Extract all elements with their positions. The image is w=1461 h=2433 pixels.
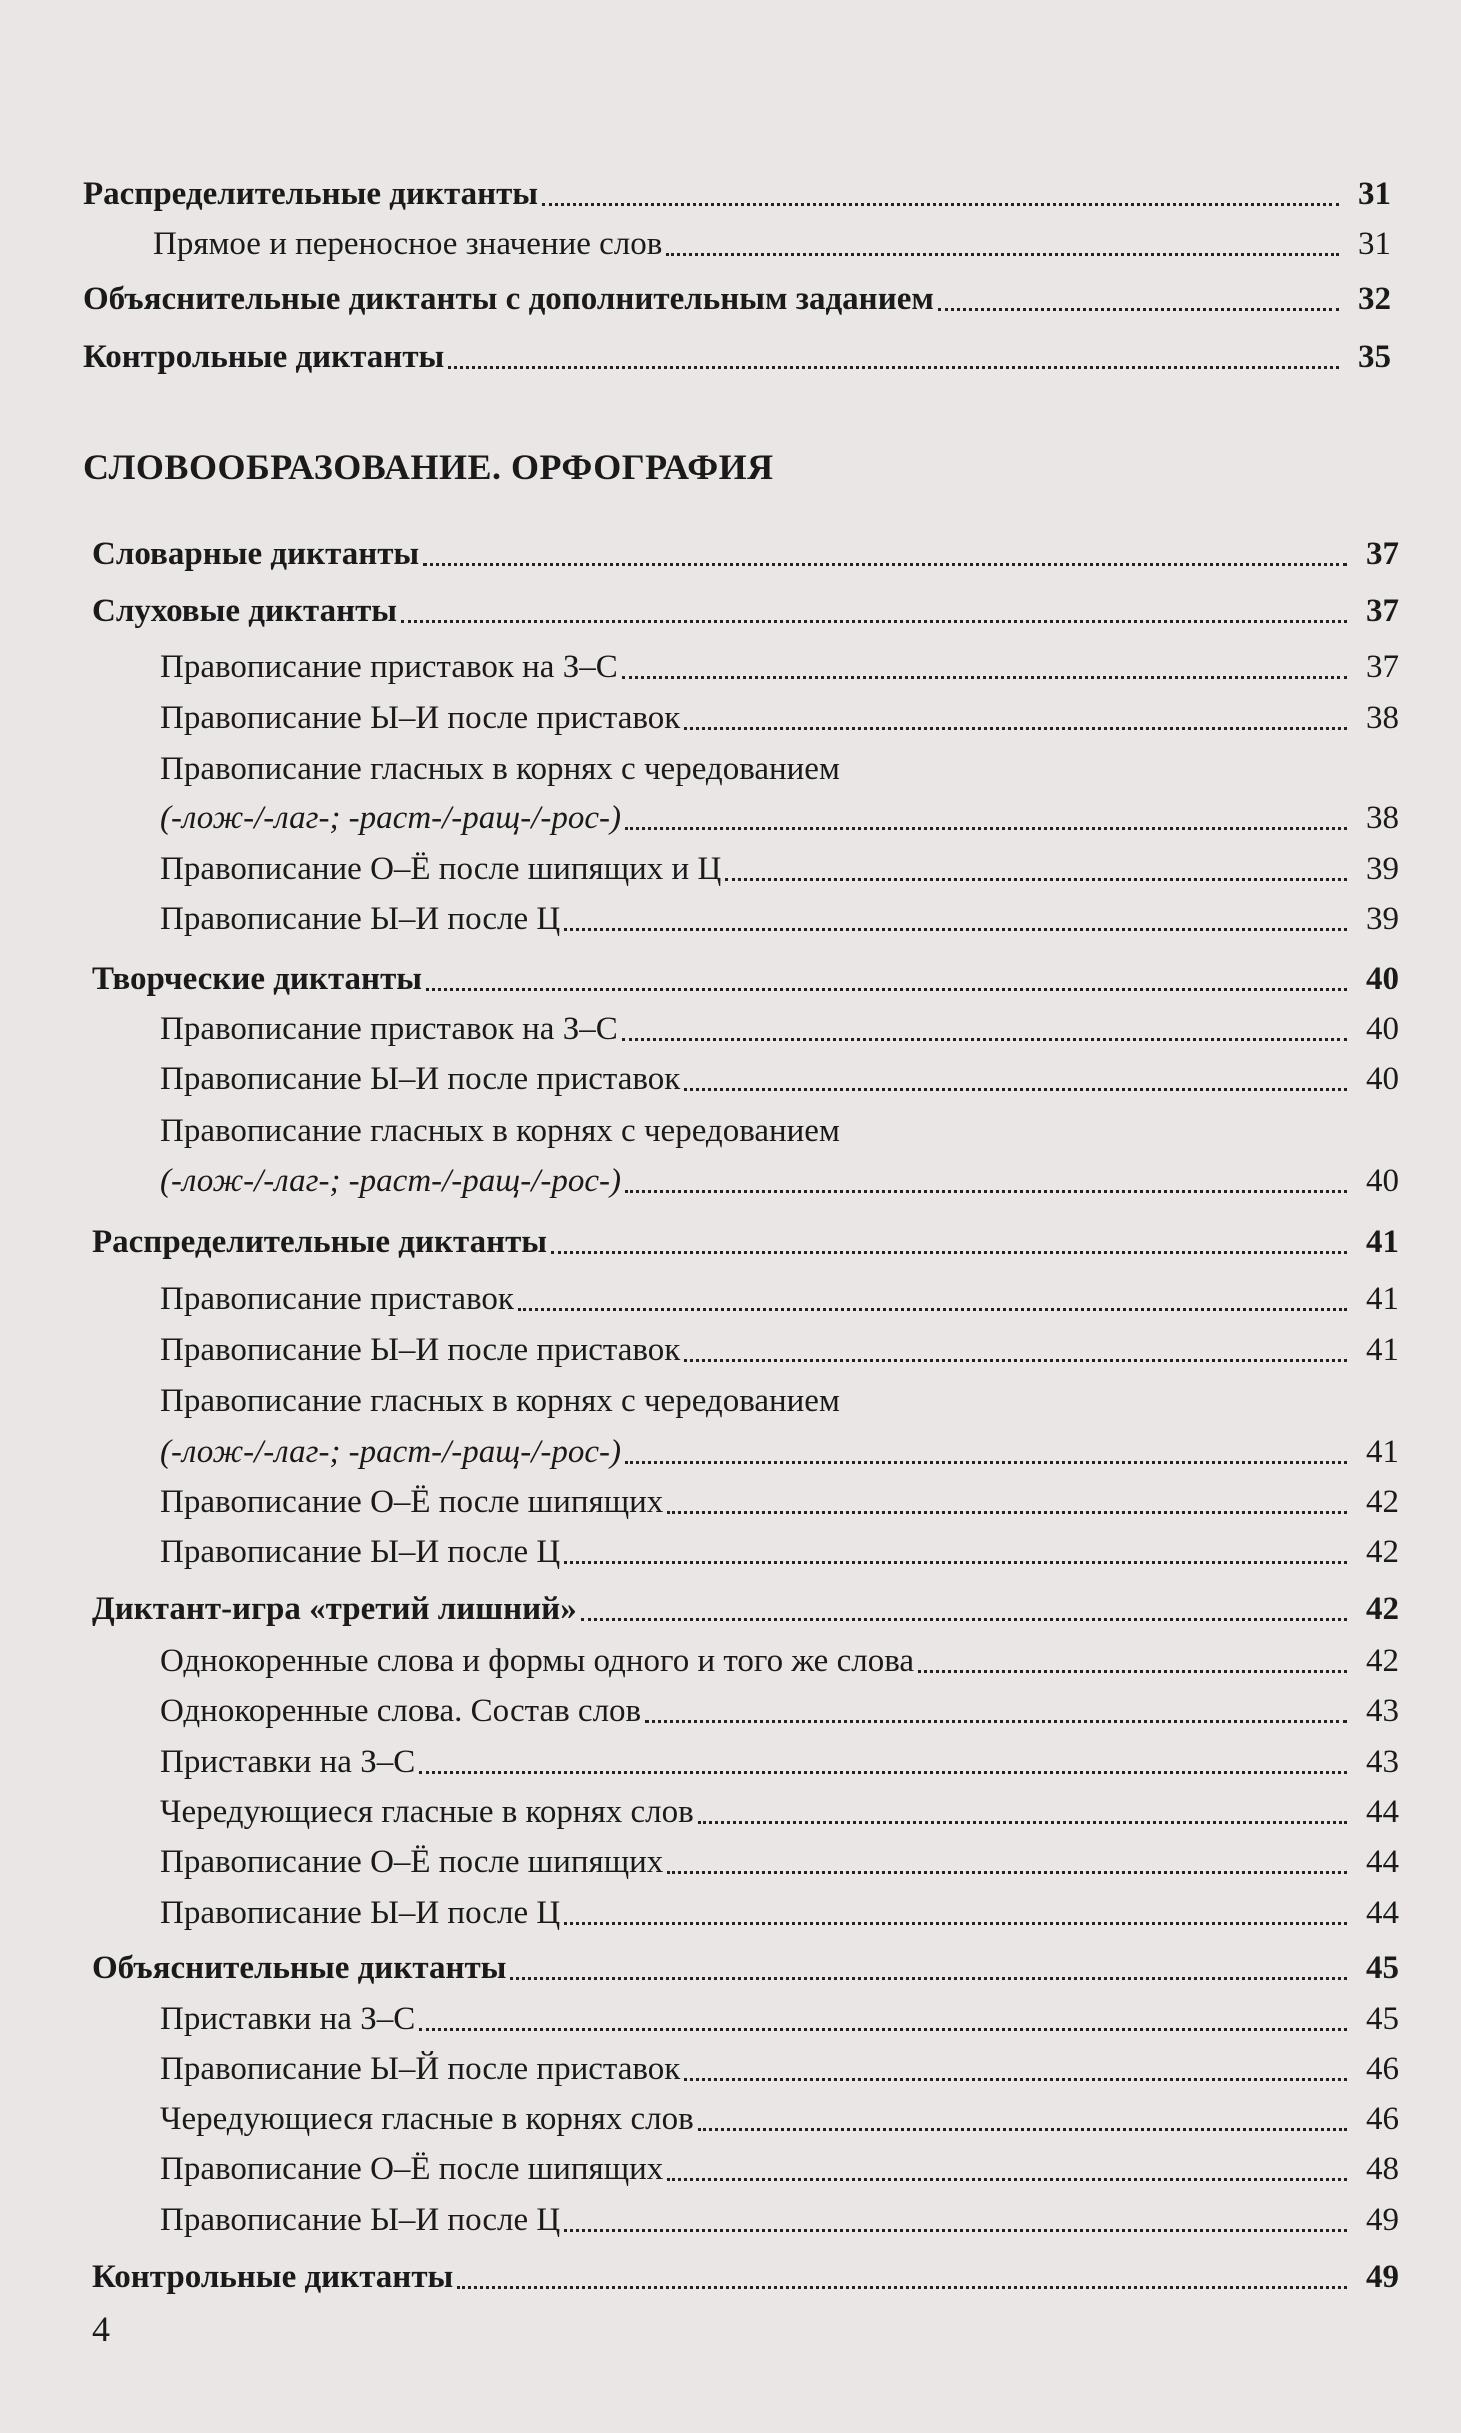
toc-entry — [0, 1157, 1461, 1201]
toc-entry-label: (-лож-/-лаг-; -раст-/-ращ-/-рос-) — [160, 1163, 621, 1199]
toc-entry-page: 44 — [1366, 1794, 1399, 1830]
toc-entry — [0, 1428, 1461, 1472]
toc-entry-label: (-лож-/-лаг-; -раст-/-ращ-/-рос-) — [160, 800, 621, 836]
toc-entry — [0, 275, 1461, 319]
toc-entry-label: Правописание О–Ё после шипящих и Ц — [160, 851, 722, 887]
toc-entry — [0, 694, 1461, 738]
toc-entry — [0, 333, 1461, 377]
toc-entry-page: 42 — [1366, 1484, 1399, 1520]
toc-entry — [0, 745, 1461, 789]
toc-entry-page: 41 — [1366, 1224, 1399, 1260]
toc-entry-page: 49 — [1366, 2259, 1399, 2295]
toc-entry-label: Однокоренные слова и формы одного и того же слова — [160, 1643, 914, 1679]
toc-entry — [0, 1944, 1461, 1988]
toc-entry — [0, 794, 1461, 838]
leader-dots — [918, 1658, 1347, 1673]
toc-entry-label: Правописание Ы–И после Ц — [160, 1534, 561, 1570]
toc-entry — [0, 1889, 1461, 1933]
toc-entry-page: 40 — [1366, 961, 1399, 997]
toc-entry — [0, 1275, 1461, 1319]
toc-entry — [0, 1005, 1461, 1049]
toc-entry-label: Правописание Ы–Й после приставок — [160, 2051, 681, 2087]
toc-entry — [0, 1788, 1461, 1832]
leader-dots — [667, 1859, 1347, 1874]
toc-entry-label: Правописание гласных в корнях с чередованием — [160, 751, 840, 787]
toc-entry — [0, 1107, 1461, 1151]
toc-entry — [0, 2045, 1461, 2089]
toc-entry-label: Распределительные диктанты — [92, 1224, 548, 1260]
toc-entry — [0, 643, 1461, 687]
toc-entry-label: Правописание гласных в корнях с чередованием — [160, 1383, 840, 1419]
toc-entry-label: Правописание Ы–И после Ц — [160, 1895, 561, 1931]
leader-dots — [622, 1026, 1347, 1041]
toc-entry-page: 39 — [1366, 901, 1399, 937]
leader-dots — [625, 1449, 1347, 1464]
leader-dots — [625, 1178, 1347, 1193]
toc-entry-label: Слуховые диктанты — [92, 593, 398, 629]
toc-entry-label: Чередующиеся гласные в корнях слов — [160, 1794, 694, 1830]
toc-entry-page: 35 — [1358, 339, 1391, 375]
toc-entry-page: 43 — [1366, 1744, 1399, 1780]
toc-entry-page: 45 — [1366, 2001, 1399, 2037]
toc-entry-label: Правописание Ы–И после Ц — [160, 2202, 561, 2238]
toc-entry — [0, 1738, 1461, 1782]
toc-entry-page: 45 — [1366, 1950, 1399, 1986]
toc-entry — [0, 1838, 1461, 1882]
page-number: 4 — [92, 2309, 110, 2349]
toc-entry — [0, 1326, 1461, 1370]
toc-entry — [0, 1218, 1461, 1262]
toc-entry — [0, 587, 1461, 631]
toc-entry-page: 40 — [1366, 1061, 1399, 1097]
toc-entry — [0, 220, 1461, 264]
toc-entry-label: Контрольные диктанты — [92, 2259, 454, 2295]
toc-entry-page: 40 — [1366, 1011, 1399, 1047]
leader-dots — [551, 1239, 1347, 1254]
toc-entry — [0, 2145, 1461, 2189]
leader-dots — [667, 2166, 1347, 2181]
toc-entry-label: Приставки на З–С — [160, 2001, 416, 2037]
toc-entry-page: 41 — [1366, 1332, 1399, 1368]
toc-entry — [0, 1377, 1461, 1421]
leader-dots — [419, 2016, 1347, 2031]
toc-entry — [0, 1687, 1461, 1731]
leader-dots — [401, 608, 1347, 623]
toc-entry-page: 32 — [1358, 281, 1391, 317]
leader-dots — [564, 2217, 1347, 2232]
toc-entry-page: 48 — [1366, 2151, 1399, 2187]
toc-entry-page: 37 — [1366, 649, 1399, 685]
toc-entry-label: Диктант-игра «третий лишний» — [92, 1591, 577, 1627]
toc-entry — [0, 2095, 1461, 2139]
toc-entry-label: Правописание приставок на З–С — [160, 649, 618, 685]
toc-entry-page: 46 — [1366, 2051, 1399, 2087]
toc-entry-label: Правописание Ы–И после приставок — [160, 1061, 681, 1097]
toc-entry-page: 46 — [1366, 2101, 1399, 2137]
toc-entry — [0, 530, 1461, 574]
toc-entry-page: 38 — [1366, 700, 1399, 736]
toc-entry-label: Правописание О–Ё после шипящих — [160, 1844, 664, 1880]
leader-dots — [581, 1606, 1347, 1621]
leader-dots — [684, 2066, 1347, 2081]
toc-entry-label: Чередующиеся гласные в корнях слов — [160, 2101, 694, 2137]
leader-dots — [645, 1708, 1347, 1723]
toc-entry-page: 43 — [1366, 1693, 1399, 1729]
toc-entry-page: 39 — [1366, 851, 1399, 887]
leader-dots — [938, 296, 1339, 311]
toc-entry-label: Словарные диктанты — [92, 536, 420, 572]
toc-entry-page: 31 — [1358, 226, 1391, 262]
toc-entry-label: Правописание О–Ё после шипящих — [160, 1484, 664, 1520]
leader-dots — [684, 1347, 1347, 1362]
toc-entry-label: (-лож-/-лаг-; -раст-/-ращ-/-рос-) — [160, 1434, 621, 1470]
toc-entry-label: Правописание О–Ё после шипящих — [160, 2151, 664, 2187]
toc-entry-label: Творческие диктанты — [92, 961, 423, 997]
leader-dots — [518, 1296, 1347, 1311]
toc-entry-page: 37 — [1366, 536, 1399, 572]
toc-entry-page: 41 — [1366, 1434, 1399, 1470]
leader-dots — [684, 1076, 1347, 1091]
toc-entry-page: 42 — [1366, 1643, 1399, 1679]
toc-entry — [0, 1585, 1461, 1629]
leader-dots — [426, 976, 1347, 991]
toc-entry — [0, 845, 1461, 889]
toc-entry-label: Правописание гласных в корнях с чередованием — [160, 1113, 840, 1149]
leader-dots — [625, 815, 1347, 830]
toc-entry-page: 42 — [1366, 1591, 1399, 1627]
toc-entry — [0, 1528, 1461, 1572]
toc-entry-label: Распределительные диктанты — [83, 176, 539, 212]
leader-dots — [667, 1499, 1347, 1514]
toc-entry-page: 38 — [1366, 800, 1399, 836]
toc-entry — [0, 895, 1461, 939]
leader-dots — [698, 2116, 1347, 2131]
toc-entry-page: 37 — [1366, 593, 1399, 629]
toc-entry-label: Правописание Ы–И после Ц — [160, 901, 561, 937]
toc-entry-label: Прямое и переносное значение слов — [153, 226, 663, 262]
toc-entry — [0, 1637, 1461, 1681]
toc-entry-label: Правописание Ы–И после приставок — [160, 700, 681, 736]
toc-entry-label: Правописание Ы–И после приставок — [160, 1332, 681, 1368]
toc-entry-label: Правописание приставок на З–С — [160, 1011, 618, 1047]
toc-entry-page: 31 — [1358, 176, 1391, 212]
leader-dots — [684, 715, 1347, 730]
toc-entry-page: 40 — [1366, 1163, 1399, 1199]
toc-entry — [0, 1995, 1461, 2039]
leader-dots — [564, 916, 1347, 931]
leader-dots — [666, 241, 1339, 256]
leader-dots — [510, 1965, 1347, 1980]
toc-entry-page: 49 — [1366, 2202, 1399, 2238]
toc-entry-page: 44 — [1366, 1844, 1399, 1880]
leader-dots — [542, 191, 1339, 206]
leader-dots — [622, 664, 1347, 679]
toc-entry-label: Однокоренные слова. Состав слов — [160, 1693, 642, 1729]
leader-dots — [564, 1910, 1347, 1925]
toc-entry — [0, 955, 1461, 999]
leader-dots — [448, 354, 1339, 369]
toc-entry-label: Объяснительные диктанты — [92, 1950, 507, 1986]
toc-entry-page: 41 — [1366, 1281, 1399, 1317]
toc-entry-page: 42 — [1366, 1534, 1399, 1570]
leader-dots — [457, 2274, 1347, 2289]
toc-entry-page: 44 — [1366, 1895, 1399, 1931]
toc-entry-label: Приставки на З–С — [160, 1744, 416, 1780]
leader-dots — [725, 866, 1347, 881]
leader-dots — [564, 1549, 1347, 1564]
toc-entry — [0, 170, 1461, 214]
leader-dots — [698, 1809, 1347, 1824]
toc-entry-label: Контрольные диктанты — [83, 339, 445, 375]
toc-entry — [0, 1055, 1461, 1099]
leader-dots — [419, 1759, 1347, 1774]
toc-entry-label: Правописание приставок — [160, 1281, 514, 1317]
toc-entry — [0, 2253, 1461, 2297]
section-title: СЛОВООБРАЗОВАНИЕ. ОРФОГРАФИЯ — [83, 447, 774, 487]
toc-entry-label: Объяснительные диктанты с дополнительным заданием — [83, 281, 934, 317]
leader-dots — [423, 551, 1347, 566]
toc-entry — [0, 1478, 1461, 1522]
toc-entry — [0, 2196, 1461, 2240]
